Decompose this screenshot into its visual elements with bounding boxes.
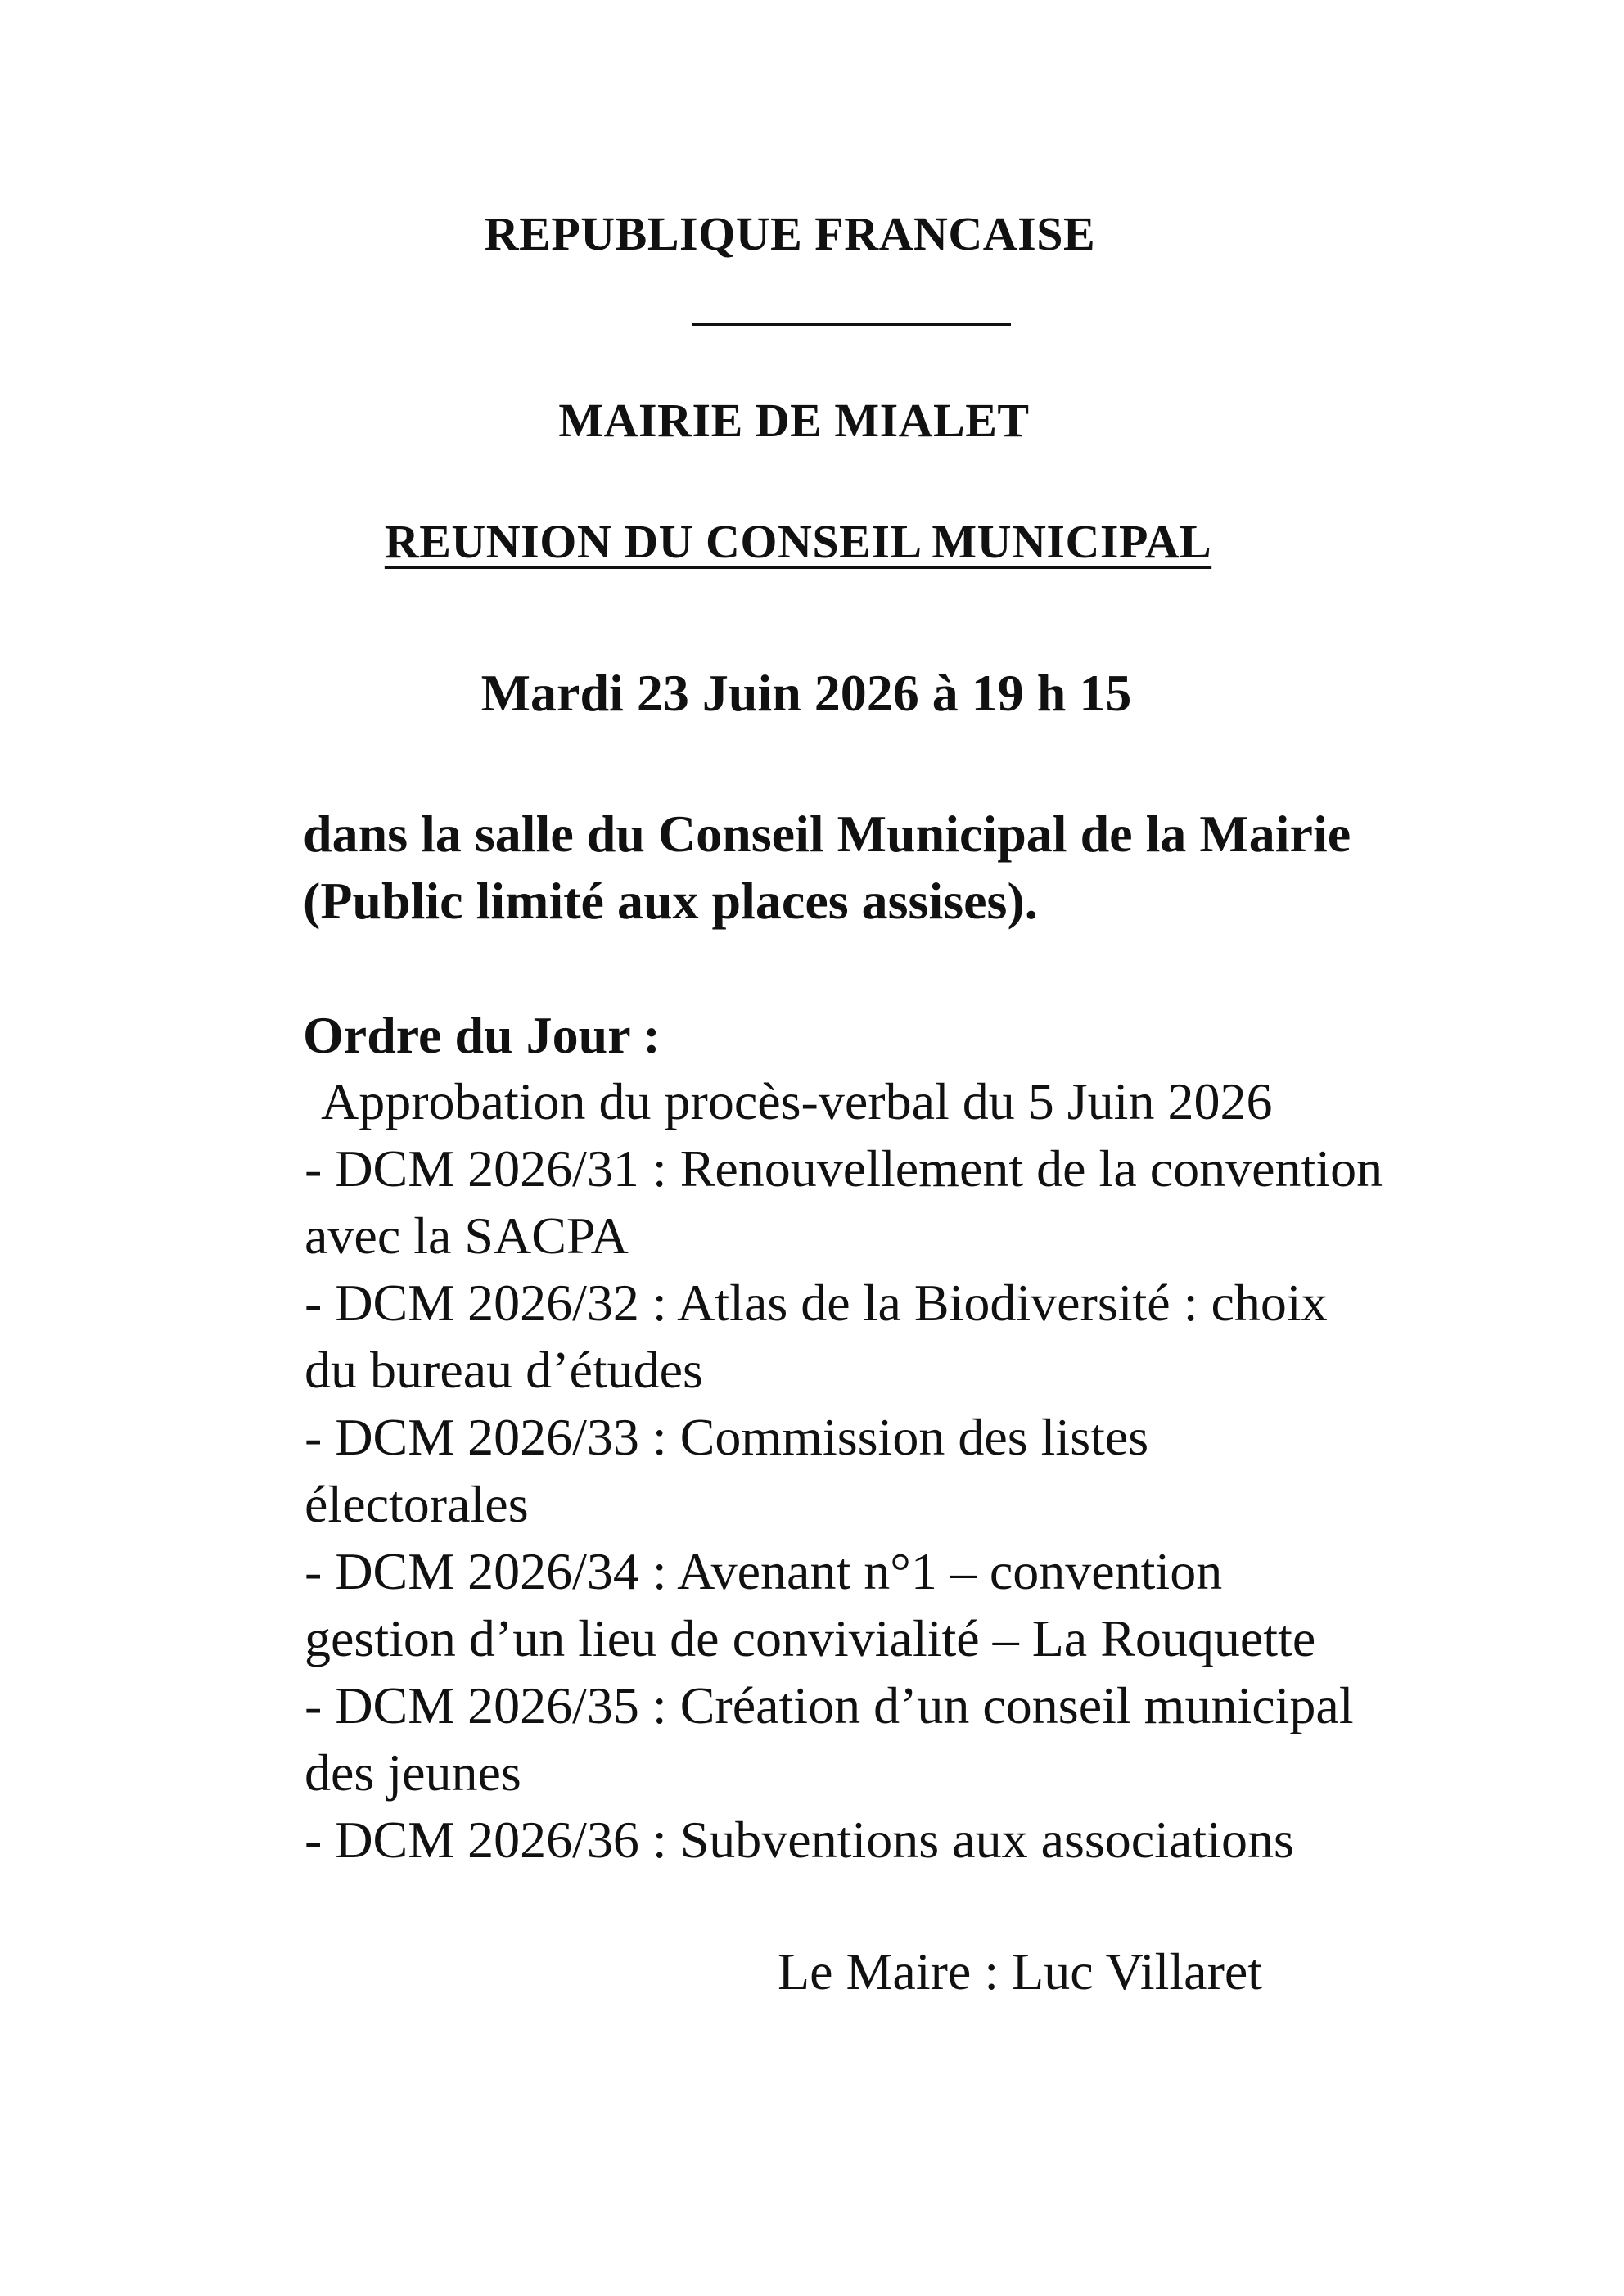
- agenda-line: - DCM 2026/32 : Atlas de la Biodiversité : choix: [304, 1274, 1328, 1332]
- meeting-date: Mardi 23 Juin 2026 à 19 h 15: [480, 664, 1132, 722]
- republique-heading: REPUBLIQUE FRANCAISE: [484, 207, 1096, 260]
- agenda-title: Ordre du Jour :: [303, 1006, 661, 1064]
- agenda-list: [304, 1068, 1383, 1874]
- mayor-signature: Le Maire : Luc Villaret: [778, 1942, 1263, 2001]
- location-line-2: (Public limité aux places assises).: [303, 872, 1038, 930]
- agenda-line: avec la SACPA: [304, 1207, 629, 1265]
- meeting-location: [303, 801, 1351, 935]
- agenda-line: - DCM 2026/33 : Commission des listes: [304, 1408, 1149, 1466]
- location-line-1: dans la salle du Conseil Municipal de la Mairie: [303, 805, 1351, 863]
- heading-divider: [692, 323, 1011, 326]
- reunion-heading: REUNION DU CONSEIL MUNICIPAL: [384, 515, 1212, 568]
- agenda-line: électorales: [304, 1475, 529, 1533]
- agenda-line: - DCM 2026/36 : Subventions aux associations: [304, 1811, 1294, 1869]
- mairie-heading: MAIRIE DE MIALET: [558, 394, 1030, 447]
- agenda-line: des jeunes: [304, 1743, 521, 1802]
- agenda-line: Approbation du procès-verbal du 5 Juin 2026: [321, 1072, 1273, 1130]
- agenda-line: - DCM 2026/35 : Création d’un conseil municipal: [304, 1676, 1354, 1734]
- agenda-line: du bureau d’études: [304, 1341, 703, 1399]
- agenda-line: gestion d’un lieu de convivialité – La Rouquette: [304, 1609, 1316, 1667]
- agenda-line: - DCM 2026/34 : Avenant n°1 – convention: [304, 1542, 1223, 1600]
- agenda-line: - DCM 2026/31 : Renouvellement de la convention: [304, 1139, 1383, 1198]
